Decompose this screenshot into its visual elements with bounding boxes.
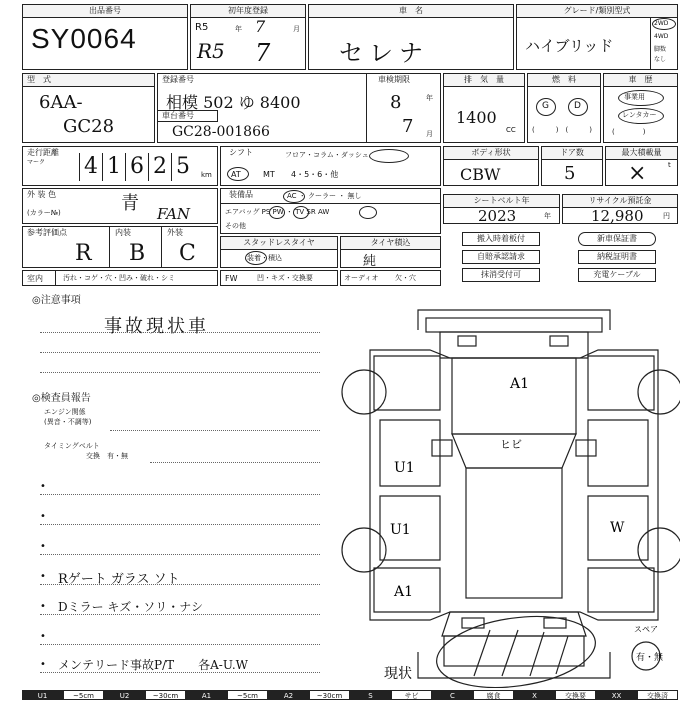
drive-opt3: 脚数	[654, 46, 667, 53]
lot-number-box	[22, 4, 188, 70]
legend-desc: 交換済	[637, 690, 678, 700]
capacity: ×	[628, 161, 647, 186]
recycle-label: リサイクル預託金	[563, 195, 677, 208]
inspection-month-unit: 月	[426, 130, 433, 138]
equip-pw-circle	[293, 206, 309, 219]
engine-label: エンジン関係	[44, 408, 86, 416]
car-name-label: 車 名	[309, 5, 513, 18]
lot-number: SY0064	[31, 23, 137, 54]
drive-options	[650, 17, 677, 70]
model-line1: 6AA-	[39, 92, 83, 113]
studless-label: スタッドレスタイヤ	[221, 237, 337, 250]
fw-box	[220, 270, 338, 286]
mileage-digits	[79, 153, 194, 183]
mileage-digit: 6	[125, 153, 148, 181]
doc-button-2: 新車保証書	[578, 232, 656, 246]
equip-ps-circle	[269, 206, 285, 219]
audio-opts: 欠・穴	[395, 274, 416, 282]
legend-code: C	[432, 690, 473, 700]
legend-code: S	[350, 690, 391, 700]
spare-label: スペア	[634, 625, 658, 634]
report-item-6: Dミラー キズ・ソリ・ナシ	[58, 600, 203, 614]
equip-line2: エアバッグ PS PW ・ TV SR AW	[225, 208, 330, 216]
mileage-box	[22, 146, 218, 186]
legend-desc: サビ	[391, 690, 432, 700]
exterior-score: C	[179, 241, 196, 266]
registration-box	[157, 73, 441, 143]
interior-score: B	[129, 241, 146, 266]
history-label: 車 歴	[604, 74, 677, 87]
grade-label: グレード/類別型式	[517, 5, 677, 18]
legend-code: U2	[104, 690, 145, 700]
body-label: ボディ形状	[444, 147, 538, 160]
cc-unit: CC	[506, 126, 516, 134]
history-opt2: レンタカー	[622, 111, 657, 119]
fuel-d: D	[574, 101, 581, 111]
first-reg-year: R5	[197, 39, 225, 63]
equip-line1: AC ・ クーラー ・ 無し	[287, 192, 362, 200]
recycle-amount: 12,980	[591, 207, 644, 225]
body: CBW	[460, 165, 501, 184]
legend-code: X	[514, 690, 555, 700]
lot-number-label: 出品番号	[23, 5, 187, 18]
car-name: セレナ	[339, 39, 429, 67]
first-reg-month: 7	[255, 39, 271, 67]
registration-number: 相模 502 ゆ 8400	[166, 93, 301, 112]
studless-box	[220, 236, 338, 268]
legend-code: A1	[186, 690, 227, 700]
first-reg-era-label: R5	[195, 22, 209, 33]
ton-unit: t	[668, 161, 671, 169]
equip-tv-circle	[359, 206, 377, 219]
inspection-label: 車検期限	[378, 75, 410, 84]
interior-label: 内装	[115, 228, 131, 237]
spare-value: 有・無	[636, 653, 664, 663]
doc-button-5: 抹消受付可	[462, 268, 540, 282]
mark-front: ヒビ	[500, 438, 522, 451]
inspection-year: 8	[390, 92, 402, 113]
grade: ハイブリッド	[525, 37, 614, 55]
tire-load-label: タイヤ積込	[341, 237, 440, 250]
shift-at: AT	[231, 170, 241, 179]
notes-text: 事故現状車	[104, 316, 209, 337]
legend-code: U1	[22, 690, 63, 700]
color-label: 外 装 色	[27, 190, 57, 199]
audio-box	[340, 270, 441, 286]
doc-button-4: 納税証明書	[578, 250, 656, 264]
equipment-box	[220, 188, 441, 234]
legend-code: XX	[596, 690, 637, 700]
seatbelt-box	[443, 194, 560, 224]
fw-opts: 凹・キズ・交換要	[257, 274, 313, 282]
doors: 5	[564, 163, 576, 184]
body-box	[443, 146, 539, 186]
shift-mt: MT	[263, 170, 275, 179]
fuel-g: G	[542, 101, 549, 111]
legend-desc: ~30cm	[145, 690, 186, 700]
drive-2wd: 2WD	[654, 20, 669, 27]
drive-4wd: 4WD	[654, 33, 669, 40]
room-opts: 汚れ・コゲ・穴・凹み・破れ・シミ	[63, 274, 175, 282]
history-box: 車 歴 事業用 レンタカー ( )	[603, 73, 678, 143]
model-line2: GC28	[63, 116, 115, 137]
shift-dash-circle	[369, 149, 409, 163]
shift-gears: 4・5・6・他	[291, 170, 339, 179]
color-code: FAN	[157, 205, 191, 223]
first-reg-month-small: 7	[255, 17, 266, 36]
ref-score-box	[22, 226, 218, 268]
tire-load-value: 純	[363, 254, 377, 269]
registration-label: 登録番号	[162, 75, 194, 84]
car-name-box	[308, 4, 514, 70]
report-item-5: Rゲート ガラス ソト	[58, 572, 180, 587]
doc-button-6: 充電ケーブル	[578, 268, 656, 282]
color: 青	[121, 193, 139, 214]
fuel-label: 燃 料	[528, 74, 600, 87]
displacement-label: 排 気 量	[444, 74, 524, 87]
studless-opts: 装着・積込	[247, 254, 282, 262]
grade-box	[516, 4, 678, 70]
fw-label: FW	[225, 274, 238, 283]
capacity-box	[605, 146, 678, 186]
shift-types: フロア・コラム・ダッシュ	[285, 151, 369, 159]
mark-left-bottom: U1	[390, 522, 411, 538]
recycle-box	[562, 194, 678, 224]
model-box	[22, 73, 155, 143]
mark-right: W	[610, 520, 625, 536]
color-sub: (カラー№)	[27, 209, 61, 217]
fuel-box: 燃 料 G D ( ) ( )	[527, 73, 601, 143]
seatbelt-label: シートベルト年	[444, 195, 559, 208]
timing-sub: 交換 有・無	[86, 452, 128, 460]
legend-bar	[22, 690, 678, 700]
exterior-label: 外装	[167, 228, 183, 237]
mark-status: 現状	[384, 666, 412, 682]
mark-label: マーク	[27, 159, 46, 166]
month-unit: 月	[293, 25, 300, 33]
equip-other: その他	[225, 222, 246, 230]
audio-label: オーディオ	[344, 274, 379, 282]
seatbelt-unit: 年	[544, 212, 551, 220]
doc-button-1: 搬入時着板付	[462, 232, 540, 246]
km-unit: km	[201, 171, 212, 179]
chassis-number: GC28-001866	[172, 124, 270, 140]
legend-desc: 腐食	[473, 690, 514, 700]
report-item-8: メンテリード事故P/T 各A-U.W	[58, 658, 249, 672]
first-registration-box	[190, 4, 306, 70]
mark-rear: A1	[394, 584, 414, 600]
mark-roof: A1	[510, 376, 530, 392]
model-label: 型 式	[23, 74, 154, 87]
equipment-label: 装備品	[229, 190, 253, 199]
legend-desc: ~5cm	[227, 690, 268, 700]
engine-sub: (異音・不調等)	[44, 418, 92, 426]
year-unit: 年	[235, 25, 242, 33]
capacity-label: 最大積載量	[606, 147, 677, 160]
shift-label: シフト	[229, 148, 253, 157]
ref-score-label: 参考評価点	[27, 228, 67, 237]
doc-button-3: 自賠承認請求	[462, 250, 540, 264]
displacement: 1400	[456, 108, 497, 127]
mileage-digit: 4	[79, 153, 102, 181]
legend-code: A2	[268, 690, 309, 700]
legend-desc: ~5cm	[63, 690, 104, 700]
first-registration-label: 初年度登録	[191, 5, 305, 18]
doors-box	[541, 146, 603, 186]
shift-box	[220, 146, 441, 186]
doors-label: ドア数	[542, 147, 602, 160]
ref-score: R	[75, 241, 92, 266]
room-label: 室内	[27, 274, 43, 283]
displacement-box	[443, 73, 525, 143]
color-box	[22, 188, 218, 224]
mileage-digit: 5	[171, 153, 194, 181]
tire-load-box	[340, 236, 441, 268]
drive-opt4: なし	[654, 56, 667, 63]
inspection-month: 7	[402, 116, 414, 137]
history-opt1: 事業用	[624, 93, 645, 101]
inspection-year-unit: 年	[426, 94, 433, 102]
legend-desc: 交換要	[555, 690, 596, 700]
report-title: ◎検査員報告	[32, 393, 91, 404]
mileage-label: 走行距離	[27, 148, 59, 157]
room-box	[22, 270, 218, 286]
yen-unit: 円	[663, 212, 670, 220]
mark-left-top: U1	[394, 460, 415, 476]
legend-desc: ~30cm	[309, 690, 350, 700]
timing-label: タイミングベルト	[44, 442, 100, 450]
car-damage-diagram	[340, 300, 680, 688]
seatbelt-year: 2023	[478, 207, 517, 225]
chassis-label: 車台番号	[162, 111, 194, 120]
mileage-digit: 1	[102, 153, 125, 181]
notes-title: ◎注意事項	[32, 295, 81, 306]
mileage-digit: 2	[148, 153, 171, 181]
